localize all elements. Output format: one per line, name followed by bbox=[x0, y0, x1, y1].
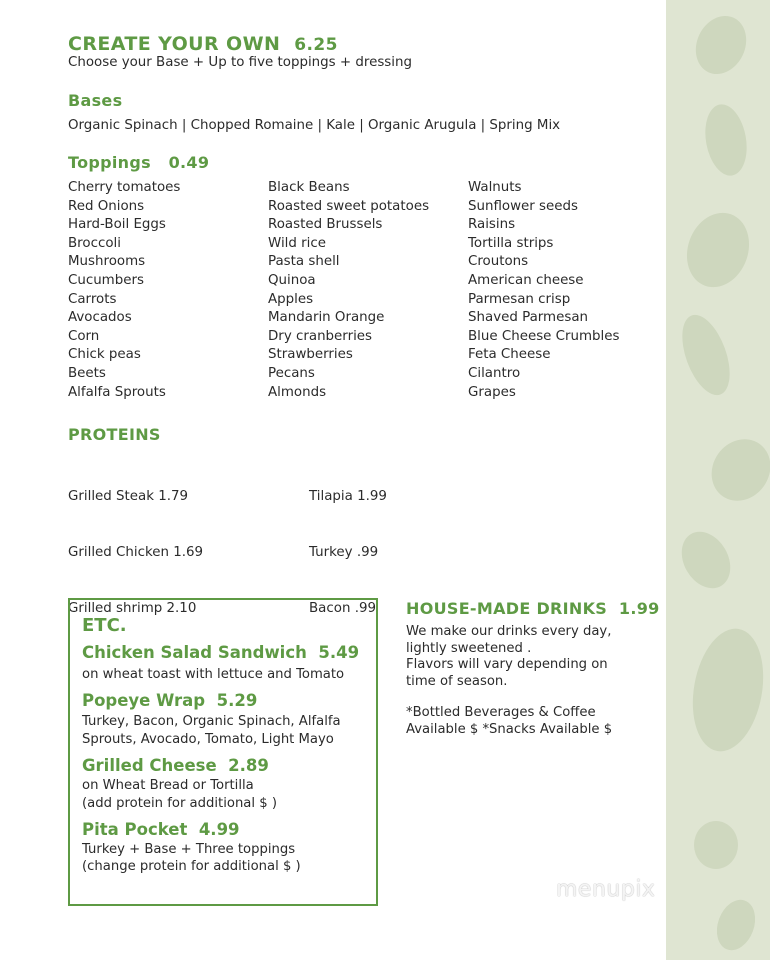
list-item: Shaved Parmesan bbox=[468, 310, 589, 326]
pita-pocket-title: Pita Pocket 4.99 bbox=[82, 820, 240, 839]
list-item: Parmesan crisp bbox=[468, 291, 571, 307]
list-item: Cilantro bbox=[468, 365, 521, 381]
list-item: Blue Cheese Crumbles bbox=[468, 328, 620, 344]
list-item: Beets bbox=[68, 365, 106, 381]
toppings-title: Toppings bbox=[68, 153, 151, 172]
list-item: Tortilla strips bbox=[468, 235, 554, 251]
drinks-price: 1.99 bbox=[618, 599, 660, 618]
toppings-heading bbox=[68, 153, 209, 172]
toppings-column-2 bbox=[268, 179, 429, 402]
list-item: Walnuts bbox=[468, 180, 522, 195]
list-item: Grilled Steak 1.79 bbox=[68, 489, 189, 505]
list-item: Croutons bbox=[468, 254, 529, 270]
proteins-heading: PROTEINS bbox=[68, 425, 161, 444]
toppings-column-3 bbox=[468, 179, 620, 402]
drinks-note-line: Available $ *Snacks Available $ bbox=[406, 721, 613, 737]
drinks-desc-line: lightly sweetened . bbox=[406, 640, 532, 656]
list-item: Black Beans bbox=[268, 180, 350, 195]
drinks-note bbox=[406, 705, 612, 738]
list-item: Strawberries bbox=[268, 347, 353, 363]
list-item: Dry cranberries bbox=[268, 328, 373, 344]
list-item: Avocados bbox=[68, 310, 132, 326]
list-item: Carrots bbox=[68, 291, 117, 307]
list-item: American cheese bbox=[468, 272, 584, 288]
spinach-leaf-icon bbox=[666, 0, 770, 960]
grilled-cheese-desc-1: on Wheat Bread or Tortilla bbox=[82, 778, 254, 793]
list-item: Grapes bbox=[468, 384, 516, 400]
toppings-column-1 bbox=[68, 179, 180, 402]
list-item: Apples bbox=[268, 291, 314, 307]
list-item: Grilled Chicken 1.69 bbox=[68, 544, 204, 560]
list-item: Mandarin Orange bbox=[268, 310, 385, 326]
drinks-desc-line: Flavors will vary depending on bbox=[406, 657, 608, 672]
list-item: Wild rice bbox=[268, 235, 326, 251]
drinks-title: HOUSE-MADE DRINKS bbox=[406, 599, 608, 618]
grilled-cheese-title: Grilled Cheese 2.89 bbox=[82, 756, 269, 775]
chicken-salad-sandwich-title: Chicken Salad Sandwich 5.49 bbox=[82, 643, 360, 662]
list-item: Bacon .99 bbox=[309, 600, 376, 616]
list-item: Chick peas bbox=[68, 347, 141, 363]
create-price: 6.25 bbox=[294, 35, 338, 55]
drinks-desc-line: We make our drinks every day, bbox=[406, 624, 612, 639]
list-item: Broccoli bbox=[68, 235, 121, 251]
list-item: Turkey .99 bbox=[309, 544, 379, 560]
create-subtitle: Choose your Base + Up to five toppings + dressing bbox=[68, 55, 412, 70]
list-item: Sunflower seeds bbox=[468, 198, 578, 214]
list-item: Grilled shrimp 2.10 bbox=[68, 600, 197, 616]
decorative-sidebar bbox=[666, 0, 770, 960]
popeye-wrap-desc-2: Sprouts, Avocado, Tomato, Light Mayo bbox=[82, 732, 334, 747]
grilled-cheese-desc-2: (add protein for additional $ ) bbox=[82, 796, 277, 811]
list-item: Cucumbers bbox=[68, 272, 144, 288]
drinks-heading bbox=[406, 599, 660, 618]
drinks-note-line: *Bottled Beverages & Coffee bbox=[406, 705, 596, 720]
list-item: Roasted Brussels bbox=[268, 217, 383, 233]
list-item: Almonds bbox=[268, 384, 327, 400]
drinks-description bbox=[406, 624, 611, 690]
list-item: Hard-Boil Eggs bbox=[68, 217, 166, 233]
chicken-salad-sandwich-desc: on wheat toast with lettuce and Tomato bbox=[82, 667, 345, 682]
list-item: Cherry tomatoes bbox=[68, 180, 181, 195]
list-item: Raisins bbox=[468, 217, 516, 233]
bases-heading: Bases bbox=[68, 91, 123, 110]
list-item: Feta Cheese bbox=[468, 347, 551, 363]
list-item: Mushrooms bbox=[68, 254, 146, 270]
list-item: Pasta shell bbox=[268, 254, 340, 270]
popeye-wrap-desc-1: Turkey, Bacon, Organic Spinach, Alfalfa bbox=[82, 714, 341, 729]
list-item: Alfalfa Sprouts bbox=[68, 384, 166, 400]
pita-pocket-desc-1: Turkey + Base + Three toppings bbox=[82, 842, 296, 857]
list-item: Tilapia 1.99 bbox=[309, 489, 387, 505]
list-item: Red Onions bbox=[68, 198, 145, 214]
etc-heading: ETC. bbox=[82, 615, 127, 636]
list-item: Corn bbox=[68, 328, 100, 344]
popeye-wrap-title: Popeye Wrap 5.29 bbox=[82, 691, 258, 710]
bases-list: Organic Spinach | Chopped Romaine | Kale | Organic Arugula | Spring Mix bbox=[68, 118, 561, 133]
list-item: Pecans bbox=[268, 365, 315, 381]
list-item: Quinoa bbox=[268, 272, 316, 288]
list-item: Roasted sweet potatoes bbox=[268, 198, 430, 214]
create-title: CREATE YOUR OWN bbox=[68, 33, 281, 55]
drinks-desc-line: time of season. bbox=[406, 673, 508, 689]
toppings-price: 0.49 bbox=[168, 153, 210, 172]
create-your-own-heading bbox=[68, 33, 338, 55]
menupix-watermark: menupix bbox=[556, 877, 656, 902]
pita-pocket-desc-2: (change protein for additional $ ) bbox=[82, 859, 301, 874]
